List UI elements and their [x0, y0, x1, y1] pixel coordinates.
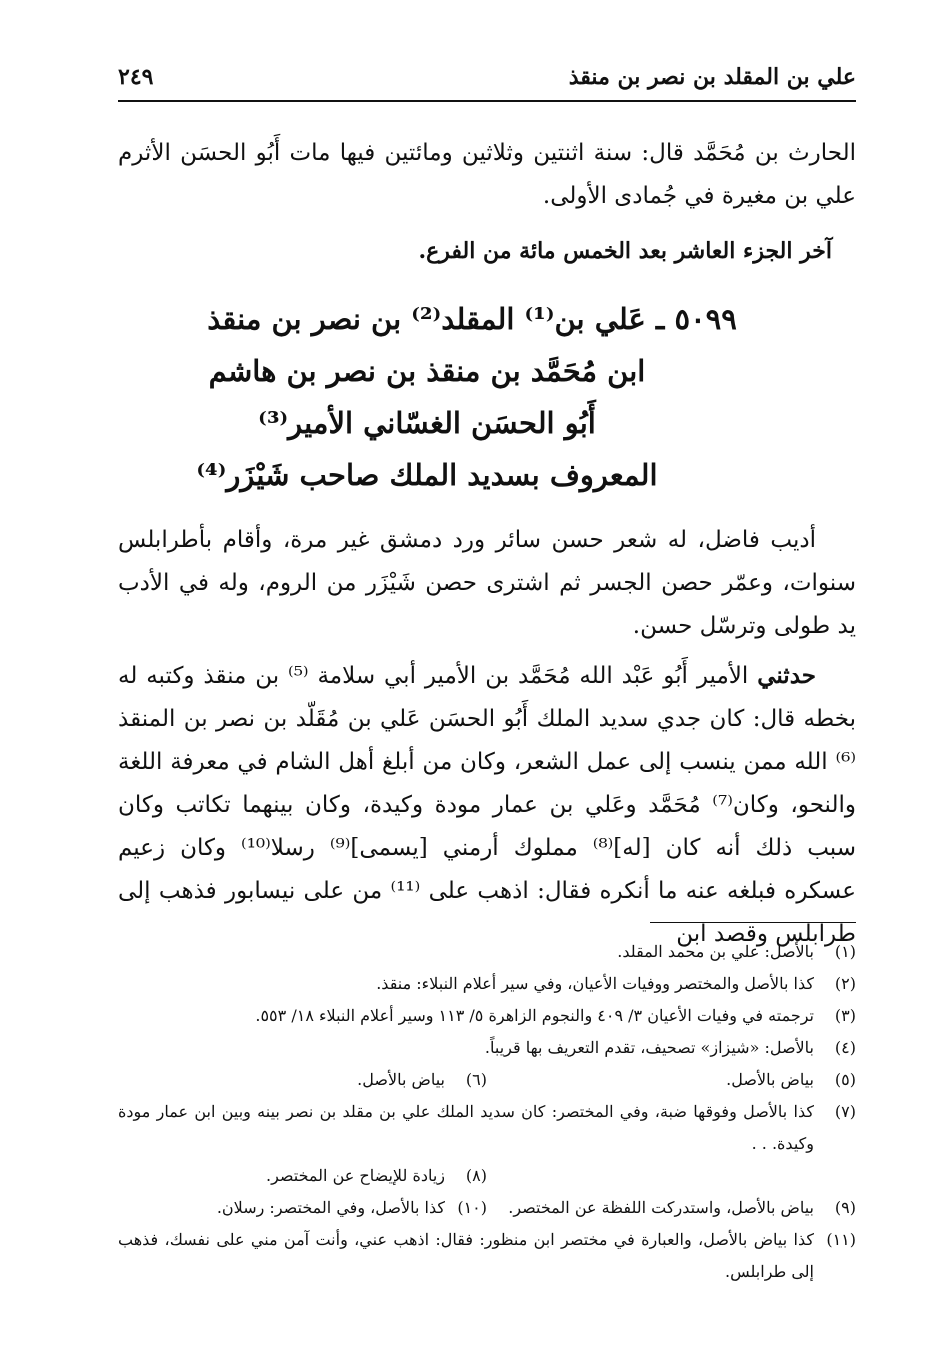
entry-heading-line-3: أَبُو الحسَن الغسّاني الأمير⁽³⁾ — [258, 406, 596, 440]
footnote-separator — [650, 922, 856, 923]
footnote-6 — [118, 1064, 487, 1096]
footnotes — [118, 936, 856, 1288]
footnote-11 — [118, 1224, 856, 1288]
footnote-number: (٧) — [834, 1102, 856, 1121]
footnote-number: (٢) — [834, 974, 856, 993]
footnote-row-8 — [118, 1160, 856, 1192]
footnote-5 — [487, 1064, 856, 1096]
footnote-text: كذا بالأصل وفوقها ضبة، وفي المختصر: كان سديد الملك علي بن مقلد بن نصر بينه وبين ابن عمار مودة وكيدة. . . — [118, 1102, 814, 1153]
narration-text: الأمير أَبُو عَبْد الله مُحَمَّد بن الأمير أبي سلامة ⁽⁵⁾ بن منقذ وكتبه له بخطه قال: كان جدي سديد الملك أَبُو الحسَن عَلي بن مُقَلّد بن نصر بن المنقذ ⁽⁶⁾ الله ممن ينسب إلى عمل الشعر، وكان من أبلغ أهل الشام في معرفة اللغة والنحو، وكان⁽⁷⁾ مُحَمَّد وعَلي بن عمار مودة وكيدة، وكان بينهما تكاتب وكان سبب ذلك أنه كان [له]⁽⁸⁾ مملوك أرمني [يسمى]⁽⁹⁾ رسلا⁽¹⁰⁾ وكان زعيم عسكره فبلغه عنه ما أنكره فقال: اذهب على ⁽¹¹⁾ من على نيسابور فذهب إلى طرابلس وقصد ابن — [118, 663, 856, 947]
footnote-text: زيادة للإيضاح عن المختصر. — [265, 1166, 445, 1185]
footnote-1 — [118, 936, 856, 968]
footnote-text: بياض بالأصل، واستدركت اللفظة عن المختصر. — [508, 1198, 814, 1217]
footnote-number: (١) — [834, 942, 856, 961]
bio-paragraph: أديب فاضل، له شعر حسن سائر ورد دمشق غير مرة، وأقام بأطرابلس سنوات، وعمّر حصن الجسر ثم اشترى حصن شَيْزَر من الروم، وله في الأدب يد طولى وترسّل حسن. — [118, 527, 856, 639]
footnote-text: ترجمته في وفيات الأعيان ٣/ ٤٠٩ والنجوم الزاهرة ٥/ ١١٣ وسير أعلام النبلاء ١٨/ ٥٥٣. — [255, 1006, 814, 1025]
footnote-3 — [118, 1000, 856, 1032]
page-header — [118, 60, 856, 102]
entry-heading-line-1: ٥٠٩٩ ـ عَلي بن⁽¹⁾ المقلد⁽²⁾ بن نصر بن منقذ — [207, 302, 737, 336]
footnote-10 — [118, 1192, 487, 1224]
footnote-number: (٦) — [465, 1070, 487, 1089]
footnote-text: بالأصل: علي بن محمد المقلد. — [617, 942, 814, 961]
narration-paragraph — [118, 654, 856, 956]
footnote-number: (٥) — [834, 1070, 856, 1089]
intro-paragraph: الحارث بن مُحَمَّد قال: سنة اثنتين وثلاثين ومائتين فيها مات أَبُو الحسَن الأثرم علي بن مغيرة في جُمادى الأولى. — [118, 140, 856, 209]
footnote-number: (٤) — [834, 1038, 856, 1057]
footnote-7 — [118, 1096, 856, 1160]
footnote-9 — [487, 1192, 856, 1224]
footnote-number: (١١) — [826, 1230, 856, 1249]
footnote-number: (٨) — [465, 1166, 487, 1185]
narration-lead: حدثني — [757, 662, 816, 689]
footnote-text: كذا بالأصل، وفي المختصر: رسلان. — [216, 1198, 445, 1217]
footnote-text: بياض بالأصل. — [726, 1070, 814, 1089]
footnote-spacer — [487, 1160, 856, 1192]
footnote-number: (١٠) — [457, 1198, 487, 1217]
entry-heading — [118, 293, 856, 501]
footnote-row-9-10 — [118, 1192, 856, 1224]
footnote-number: (٩) — [834, 1198, 856, 1217]
entry-heading-line-2: ابن مُحَمَّد بن منقذ بن نصر بن هاشم — [208, 354, 646, 388]
footnote-8 — [118, 1160, 487, 1192]
section-note: آخر الجزء العاشر بعد الخمس مائة من الفرع. — [418, 238, 832, 264]
page-number: ٢٤٩ — [118, 64, 154, 90]
footnote-4 — [118, 1032, 856, 1064]
footnote-number: (٣) — [834, 1006, 856, 1025]
footnote-row-5-6 — [118, 1064, 856, 1096]
footnote-text: بالأصل: «شيزاز» تصحيف، تقدم التعريف بها قريباً. — [484, 1038, 814, 1057]
footnote-text: كذا بياض بالأصل، والعبارة في مختصر ابن منظور: فقال: اذهب عني، وأنت آمن مني على نفسك، فذهب إلى طرابلس. — [118, 1230, 814, 1281]
entry-heading-line-4: المعروف بسديد الملك صاحب شَيْزَر⁽⁴⁾ — [196, 458, 658, 492]
footnote-2 — [118, 968, 856, 1000]
footnote-text: بياض بالأصل. — [357, 1070, 445, 1089]
running-title: علي بن المقلد بن نصر بن منقذ — [568, 64, 856, 90]
main-text — [118, 132, 856, 956]
footnote-text: كذا بالأصل والمختصر ووفيات الأعيان، وفي سير أعلام النبلاء: منقذ. — [376, 974, 814, 993]
